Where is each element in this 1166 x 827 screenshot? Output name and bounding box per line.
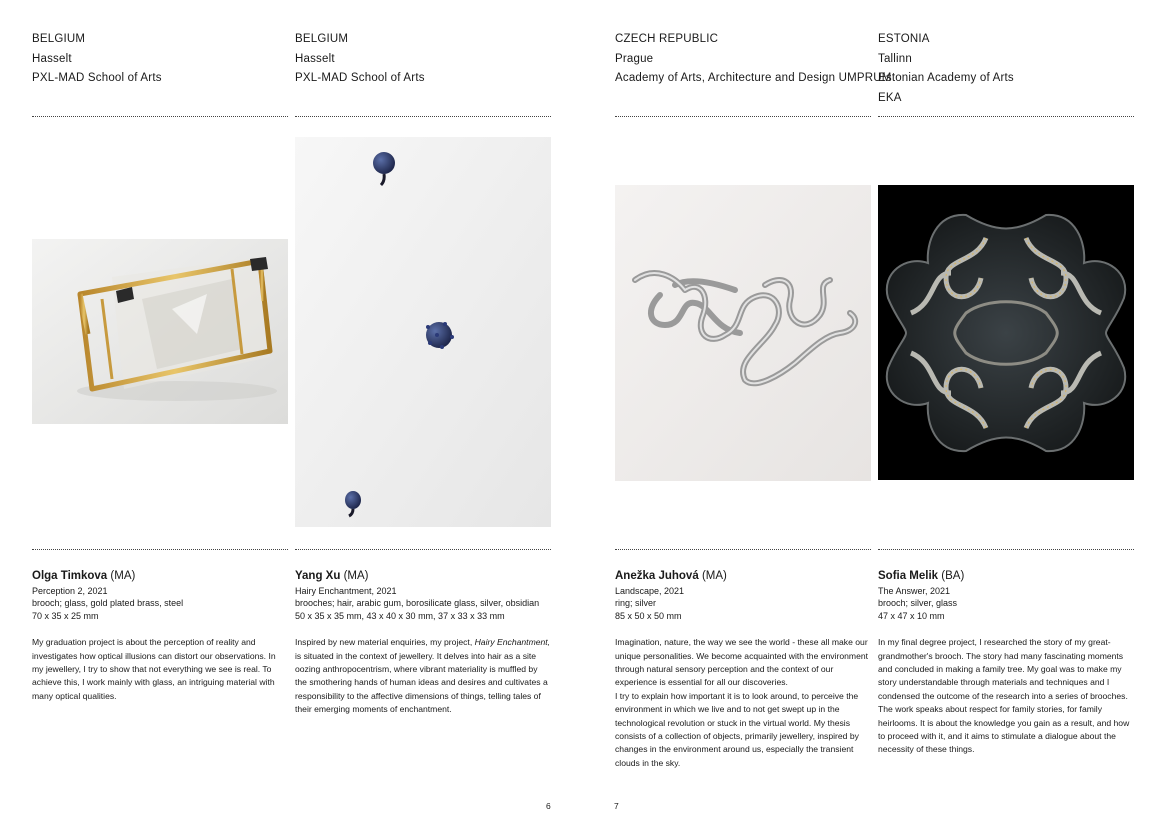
country: BELGIUM <box>32 33 86 45</box>
artwork-materials: brooch; glass, gold plated brass, steel <box>32 598 184 609</box>
artist-line <box>878 569 1134 584</box>
artwork-description: My graduation project is about the perception of reality and investigates how optical illusions can distort our observations. In my jewellery, I try to show that not everything we see is real. To achieve this, I work mainly with glass, an intriguing material with many optical qualities. <box>32 637 276 701</box>
artwork-title: Perception 2, 2021 <box>32 586 108 596</box>
artwork-image <box>615 185 871 481</box>
artwork-materials: ring; silver <box>615 598 657 609</box>
city: Tallinn <box>878 52 913 65</box>
artwork-title: The Answer, 2021 <box>878 586 951 596</box>
artwork-materials: brooch; silver, glass <box>878 598 958 609</box>
artwork-title: Hairy Enchantment, 2021 <box>295 586 397 596</box>
artist-line <box>615 569 871 584</box>
artwork-materials: brooches; hair, arabic gum, borosilicate glass, silver, obsidian <box>295 598 540 609</box>
degree: (MA) <box>343 570 369 582</box>
artwork-image <box>295 137 551 527</box>
country: CZECH REPUBLIC <box>615 33 719 45</box>
degree: (MA) <box>701 570 727 582</box>
divider <box>878 116 1134 117</box>
artist-name: Sofia Melik <box>878 570 939 582</box>
school: Estonian Academy of Arts <box>878 72 1014 84</box>
school: Academy of Arts, Architecture and Design UMPRUM <box>615 72 892 84</box>
artwork-description: In my final degree project, I researched the story of my great-grandmother's brooch. The story had many fascinating moments and concluded in making a family tree. My goal was to make my story understandable through materials and techniques and I condensed the outcome of the research into a series of brooches. The work speaks about respect for family stories, for family heirlooms. It is about the knowledge you gain as a result, and how to proceed with it, and it aims to stimulate a dialogue about the necessity of these things. <box>878 637 1130 755</box>
school-abbrev: EKA <box>878 91 902 104</box>
city: Prague <box>615 52 654 65</box>
divider <box>295 549 551 550</box>
artwork-image <box>878 185 1134 480</box>
artist-line <box>295 569 551 584</box>
artwork-description: Inspired by new material enquiries, my project, Hairy Enchantment, is situated in the context of jewellery. It delves into hair as a site oozing anthropocentrism, where vibrant materiality is muffled by the smothering hands of human ideas and desires and cultivates a responsibility to the affective dimensions of things, telling tales of their emerging moments of enchantment. <box>295 637 551 715</box>
artwork-image <box>32 239 288 424</box>
degree: (MA) <box>110 570 136 582</box>
artwork-info <box>615 569 871 770</box>
degree: (BA) <box>941 570 965 582</box>
location-block <box>32 30 162 89</box>
artist-line <box>32 569 288 584</box>
artist-name: Yang Xu <box>295 570 341 582</box>
divider <box>295 116 551 117</box>
divider <box>32 549 288 550</box>
artwork-info <box>878 569 1134 757</box>
divider <box>878 549 1134 550</box>
country: ESTONIA <box>878 33 930 45</box>
divider <box>32 116 288 117</box>
location-block <box>295 30 425 89</box>
city: Hasselt <box>295 52 335 65</box>
divider <box>615 116 871 117</box>
divider <box>615 549 871 550</box>
city: Hasselt <box>32 52 72 65</box>
school: PXL-MAD School of Arts <box>295 72 425 84</box>
artist-name: Anežka Juhová <box>615 570 699 582</box>
school: PXL-MAD School of Arts <box>32 72 162 84</box>
artwork-dimensions: 47 x 47 x 10 mm <box>878 610 945 621</box>
artwork-title: Landscape, 2021 <box>615 586 685 596</box>
location-block <box>878 30 1014 108</box>
page-number-left: 6 <box>546 801 551 811</box>
artwork-description: Imagination, nature, the way we see the world - these all make our unique personalities. We become acquainted with the environment through natural sensory perception and the context of our experience is essential for all our discoveries. I try to explain how important it is to look around, to perceive the environment in which we live and to not get swept up in the technological revolution or stuck in the virtual world. My thesis consists of a collection of objects, primarily jewellery, inspired by changes in the environment around us, especially the transient clouds in the sky. <box>615 637 869 768</box>
artwork-info <box>32 569 288 703</box>
project-title-italic: Hairy Enchantment, <box>474 637 551 648</box>
artist-name: Olga Timkova <box>32 570 108 582</box>
page-number-right: 7 <box>614 801 619 811</box>
artwork-info <box>295 569 551 717</box>
artwork-dimensions: 70 x 35 x 25 mm <box>32 610 99 621</box>
location-block <box>615 30 892 89</box>
artwork-dimensions: 50 x 35 x 35 mm, 43 x 40 x 30 mm, 37 x 33 x 33 mm <box>295 610 505 621</box>
artwork-dimensions: 85 x 50 x 50 mm <box>615 610 682 621</box>
country: BELGIUM <box>295 33 349 45</box>
